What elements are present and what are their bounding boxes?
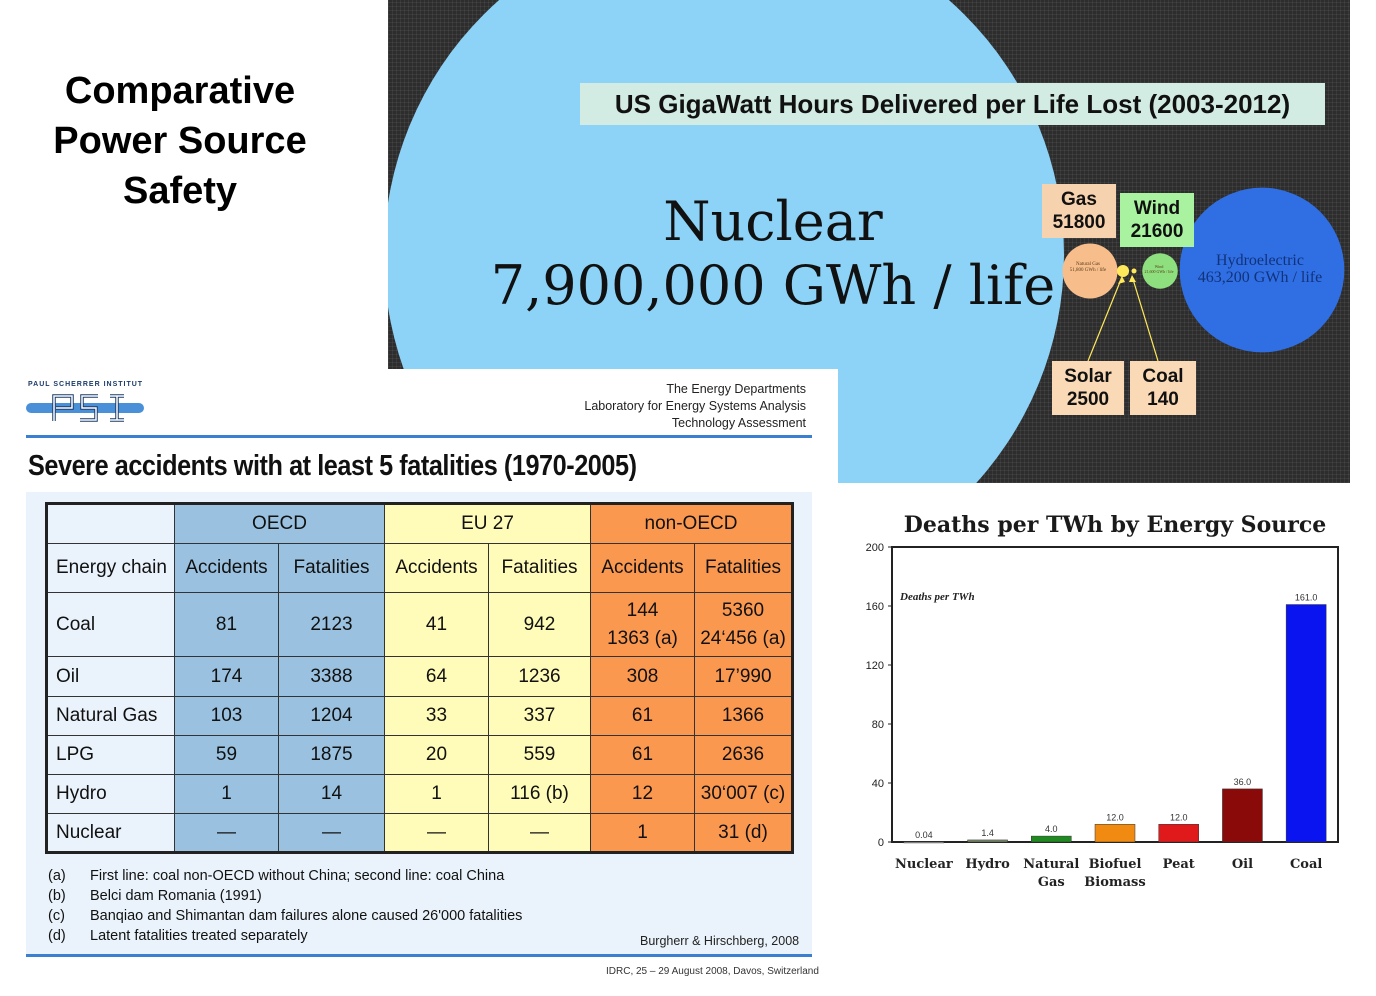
coal-label-value: 140 bbox=[1147, 389, 1179, 410]
wind-bubble-label bbox=[1138, 264, 1180, 274]
table-cell: 61 bbox=[591, 697, 695, 736]
table-cell: 116 (b) bbox=[489, 775, 591, 814]
table-cell: 31 (d) bbox=[695, 814, 793, 853]
bar-value-label: 36.0 bbox=[1233, 776, 1252, 787]
solar-label-name: Solar bbox=[1064, 366, 1112, 387]
gas-bubble-label bbox=[1060, 262, 1116, 274]
x-category-label: Gas bbox=[1037, 875, 1065, 890]
table-cell bbox=[591, 593, 695, 657]
x-category-label: Biomass bbox=[1084, 875, 1146, 890]
table-cell: 1 bbox=[591, 814, 695, 853]
table-cell: 1 bbox=[385, 775, 489, 814]
deaths-bar-chart bbox=[850, 500, 1350, 900]
y-tick-label: 40 bbox=[871, 778, 884, 790]
header-fatalities: Fatalities bbox=[489, 544, 591, 593]
footnote-key: (b) bbox=[48, 888, 66, 904]
nuclear-value: 7,900,000 GWh / life bbox=[490, 254, 1056, 317]
table-row bbox=[47, 593, 793, 657]
slide-title-line: Power Source bbox=[53, 120, 307, 162]
slide-title-line: Safety bbox=[122, 170, 238, 212]
bar-value-label: 12.0 bbox=[1106, 812, 1124, 823]
psi-top-rule bbox=[26, 435, 812, 438]
gas-label-name: Gas bbox=[1061, 189, 1097, 210]
coal-label-box bbox=[1130, 361, 1196, 415]
deaths-chart-title: Deaths per TWh by Energy Source bbox=[903, 512, 1327, 538]
bar bbox=[1031, 836, 1071, 842]
slide-title bbox=[20, 66, 340, 216]
bar bbox=[904, 842, 944, 843]
slide-title-line: Comparative bbox=[64, 70, 296, 112]
wind-bubble-name: Wind bbox=[1154, 264, 1164, 269]
table-group-header bbox=[47, 504, 793, 544]
cell-line: 5360 bbox=[721, 599, 765, 621]
gas-bubble-value: 51,800 GWh / life bbox=[1069, 268, 1107, 273]
footnote-text: Banqiao and Shimantan dam failures alone caused 26'000 fatalities bbox=[90, 908, 523, 924]
coal-bubble bbox=[1132, 269, 1137, 274]
gas-bubble-name: Natural Gas bbox=[1075, 262, 1101, 267]
x-category-label: Peat bbox=[1162, 857, 1195, 872]
header-accidents: Accidents bbox=[591, 544, 695, 593]
table-cell: — bbox=[175, 814, 279, 853]
table-row bbox=[47, 697, 793, 736]
table-cell: 81 bbox=[175, 593, 279, 657]
y-tick-label: 80 bbox=[871, 719, 884, 731]
footnote bbox=[48, 886, 522, 906]
table-cell: 337 bbox=[489, 697, 591, 736]
gas-label-value: 51800 bbox=[1052, 212, 1106, 233]
footnote-text: Belci dam Romania (1991) bbox=[90, 888, 262, 904]
psi-logo-icon bbox=[26, 391, 144, 425]
footnote-text: Latent fatalities treated separately bbox=[90, 928, 308, 944]
header-fatalities: Fatalities bbox=[279, 544, 385, 593]
psi-table-panel bbox=[0, 369, 838, 996]
table-cell: 14 bbox=[279, 775, 385, 814]
nuclear-name: Nuclear bbox=[663, 190, 883, 253]
y-tick-label: 120 bbox=[865, 660, 884, 672]
table-cell: 3388 bbox=[279, 657, 385, 697]
group-eu27: EU 27 bbox=[385, 504, 591, 544]
bar-value-label: 1.4 bbox=[981, 827, 994, 838]
bar-value-label: 0.04 bbox=[915, 829, 933, 840]
cell-line: 1363 (a) bbox=[607, 627, 678, 649]
gas-label-box bbox=[1042, 184, 1116, 238]
row-chain: LPG bbox=[47, 736, 175, 775]
solar-bubble bbox=[1117, 265, 1129, 277]
footnote bbox=[48, 906, 522, 926]
table-row bbox=[47, 775, 793, 814]
y-tick-label: 200 bbox=[865, 542, 884, 554]
bar bbox=[1159, 824, 1199, 842]
deaths-chart-panel bbox=[850, 500, 1350, 900]
row-chain: Coal bbox=[47, 593, 175, 657]
inner-label: Deaths per TWh bbox=[900, 591, 975, 603]
bar bbox=[968, 840, 1008, 842]
solar-label-value: 2500 bbox=[1066, 389, 1110, 410]
psi-footer: IDRC, 25 – 29 August 2008, Davos, Switzerland bbox=[606, 966, 819, 977]
psi-department bbox=[560, 381, 806, 432]
table-cell: 1875 bbox=[279, 736, 385, 775]
psi-dept-line: Technology Assessment bbox=[671, 416, 806, 430]
footnote-key: (a) bbox=[48, 868, 66, 884]
table-cell: — bbox=[489, 814, 591, 853]
table-corner-cell bbox=[47, 504, 175, 544]
table-row bbox=[47, 814, 793, 853]
wind-label-box bbox=[1120, 193, 1194, 247]
header-accidents: Accidents bbox=[385, 544, 489, 593]
row-chain: Hydro bbox=[47, 775, 175, 814]
psi-footnotes bbox=[48, 866, 522, 946]
header-fatalities: Fatalities bbox=[695, 544, 793, 593]
footnote bbox=[48, 866, 522, 886]
table-cell: 33 bbox=[385, 697, 489, 736]
solar-pointer-arrow bbox=[1118, 276, 1125, 284]
table-column-header bbox=[47, 544, 793, 593]
bar-value-label: 12.0 bbox=[1169, 812, 1188, 823]
table-cell: — bbox=[385, 814, 489, 853]
psi-dept-line: The Energy Departments bbox=[666, 382, 806, 396]
table-cell: 1 bbox=[175, 775, 279, 814]
wind-label-value: 21600 bbox=[1130, 221, 1184, 242]
psi-bottom-rule bbox=[26, 954, 812, 957]
coal-label-name: Coal bbox=[1142, 366, 1184, 387]
table-cell: 59 bbox=[175, 736, 279, 775]
table-cell: 20 bbox=[385, 736, 489, 775]
psi-heading: Severe accidents with at least 5 fatalities (1970-2005) bbox=[28, 450, 637, 482]
table-cell: 174 bbox=[175, 657, 279, 697]
x-category-label: Natural bbox=[1023, 857, 1080, 872]
footnote-key: (d) bbox=[48, 928, 66, 944]
header-accidents: Accidents bbox=[175, 544, 279, 593]
bar bbox=[1095, 824, 1135, 842]
row-chain: Oil bbox=[47, 657, 175, 697]
table-cell: 12 bbox=[591, 775, 695, 814]
x-category-label: Oil bbox=[1231, 857, 1254, 872]
table-cell: 308 bbox=[591, 657, 695, 697]
x-category-label: Nuclear bbox=[894, 857, 953, 872]
coal-pointer-line bbox=[1132, 276, 1158, 361]
group-oecd: OECD bbox=[175, 504, 385, 544]
footnote-text: First line: coal non-OECD without China; second line: coal China bbox=[90, 868, 505, 884]
wind-label-name: Wind bbox=[1133, 198, 1181, 219]
wind-bubble-value: 21,600 GWh / life bbox=[1144, 269, 1174, 274]
header-energy-chain: Energy chain bbox=[47, 544, 175, 593]
table-cell: 1236 bbox=[489, 657, 591, 697]
bar-value-label: 161.0 bbox=[1294, 592, 1318, 603]
x-category-label: Hydro bbox=[965, 857, 1010, 872]
bubble-chart-title: US GigaWatt Hours Delivered per Life Lost (2003-2012) bbox=[580, 83, 1325, 125]
group-non-oecd: non-OECD bbox=[591, 504, 793, 544]
nuclear-bubble-label bbox=[428, 190, 1118, 318]
y-tick-label: 160 bbox=[865, 601, 884, 613]
accidents-table bbox=[45, 502, 794, 854]
hydro-name: Hydroelectric bbox=[1216, 252, 1304, 269]
hydro-bubble-label bbox=[1180, 252, 1340, 286]
table-cell: 2123 bbox=[279, 593, 385, 657]
table-cell: 559 bbox=[489, 736, 591, 775]
table-cell: 30‘007 (c) bbox=[695, 775, 793, 814]
table-cell: 103 bbox=[175, 697, 279, 736]
row-chain: Nuclear bbox=[47, 814, 175, 853]
psi-dept-line: Laboratory for Energy Systems Analysis bbox=[584, 399, 806, 413]
table-row bbox=[47, 736, 793, 775]
psi-logo-caption: PAUL SCHERRER INSTITUT bbox=[28, 381, 144, 388]
solar-label-box bbox=[1052, 361, 1124, 415]
table-cell: 64 bbox=[385, 657, 489, 697]
footnote-key: (c) bbox=[48, 908, 65, 924]
bar bbox=[1286, 605, 1326, 842]
psi-citation: Burgherr & Hirschberg, 2008 bbox=[640, 934, 800, 948]
table-row bbox=[47, 657, 793, 697]
table-cell: 942 bbox=[489, 593, 591, 657]
table-cell: 1204 bbox=[279, 697, 385, 736]
table-cell: 17’990 bbox=[695, 657, 793, 697]
hydro-value: 463,200 GWh / life bbox=[1197, 269, 1323, 286]
table-cell: 2636 bbox=[695, 736, 793, 775]
coal-pointer-arrow bbox=[1129, 275, 1136, 282]
table-cell: 41 bbox=[385, 593, 489, 657]
x-category-label: Coal bbox=[1289, 857, 1323, 872]
footnote bbox=[48, 926, 522, 946]
table-cell: 1366 bbox=[695, 697, 793, 736]
y-tick-label: 0 bbox=[877, 837, 884, 849]
table-cell bbox=[695, 593, 793, 657]
bar-value-label: 4.0 bbox=[1045, 824, 1058, 835]
table-cell: 61 bbox=[591, 736, 695, 775]
bar bbox=[1222, 789, 1262, 842]
row-chain: Natural Gas bbox=[47, 697, 175, 736]
cell-line: 144 bbox=[626, 599, 659, 621]
cell-line: 24‘456 (a) bbox=[700, 627, 786, 649]
table-cell: — bbox=[279, 814, 385, 853]
x-category-label: Biofuel bbox=[1088, 857, 1142, 872]
